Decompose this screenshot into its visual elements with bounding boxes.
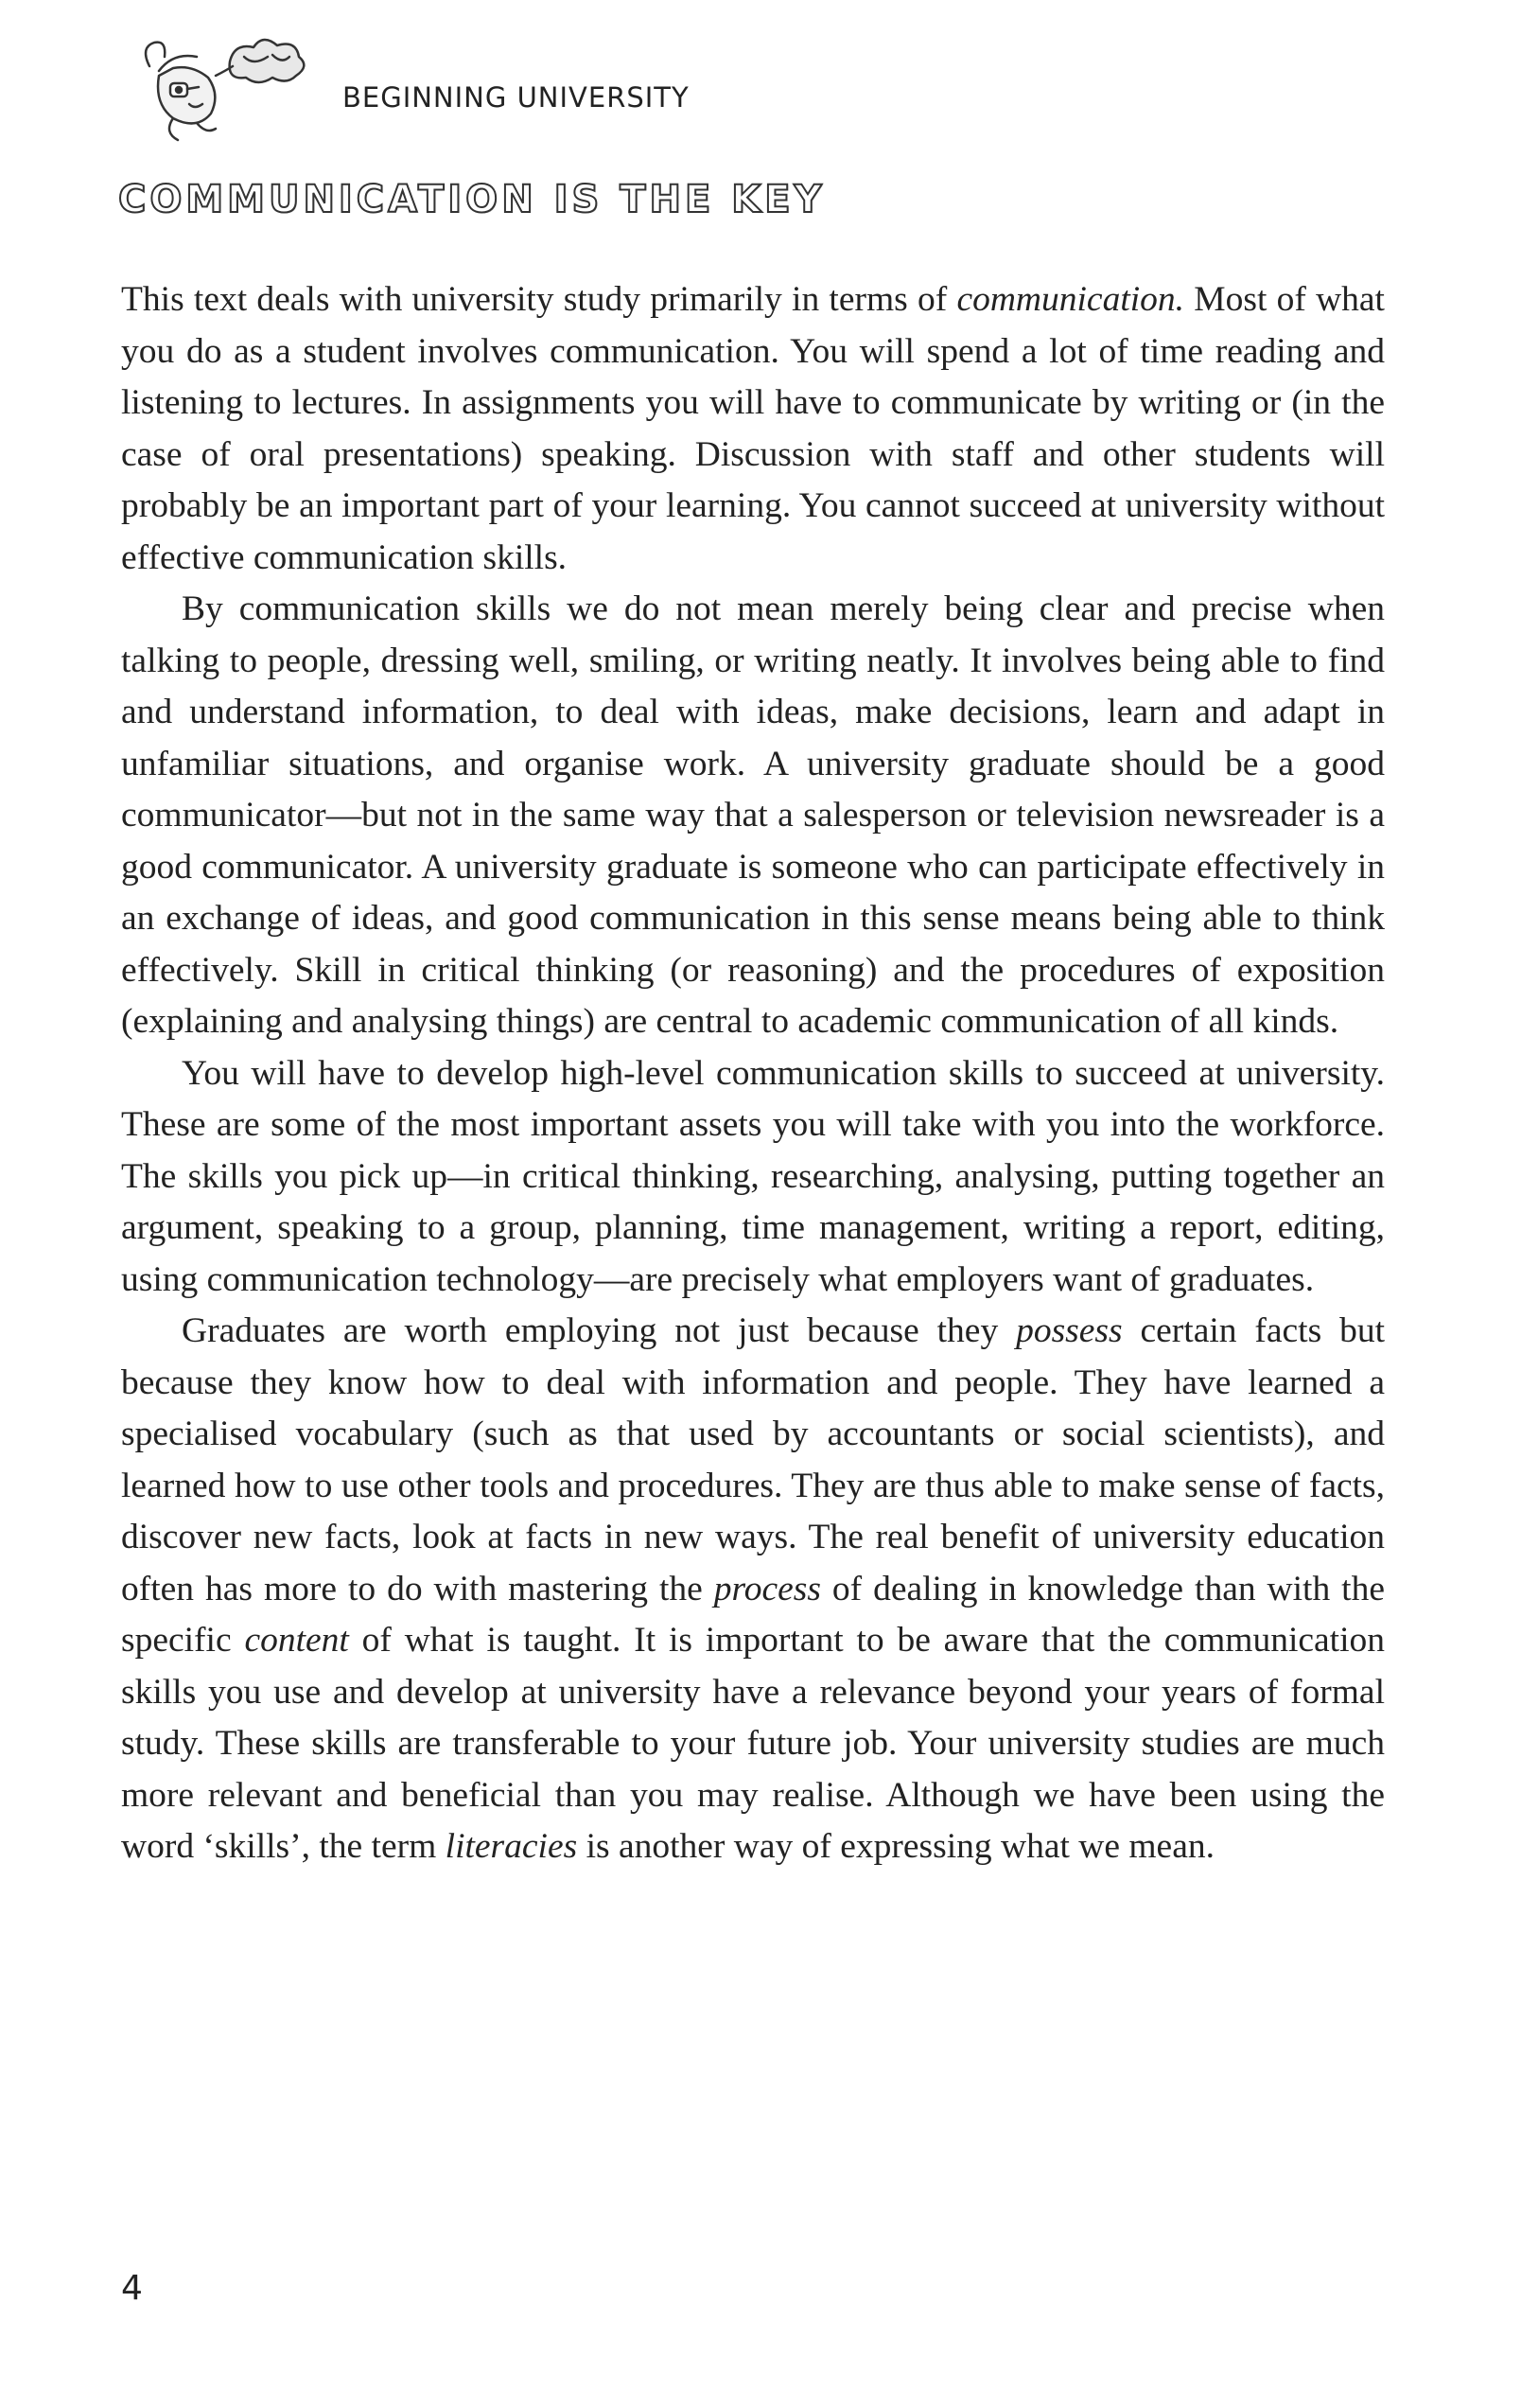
paragraph-1	[121, 274, 1385, 584]
cartoon-student-logo-icon	[121, 28, 320, 142]
text-run: This text deals with university study primarily in terms of	[121, 280, 957, 319]
paragraph-3	[121, 1048, 1385, 1307]
running-header: BEGINNING UNIVERSITY	[342, 81, 690, 114]
text-run: certain facts but because they know how to deal with information and people. They have learned a specialised vocabulary (such as that used by accountants or social scientists), and learned how to use other tools and procedures. They are thus able to make sense of facts, discover new facts, look at facts in new ways. The real benefit of university education often has more to do with mastering the	[121, 1311, 1385, 1608]
page-number: 4	[121, 2269, 143, 2308]
section-title: COMMUNICATION IS THE KEY	[118, 178, 826, 221]
emphasized-text: communication.	[956, 280, 1185, 319]
text-run: of dealing in knowledge than with the specific	[121, 1569, 1385, 1660]
body-text	[121, 274, 1385, 1873]
emphasized-text: literacies	[445, 1827, 578, 1866]
text-run: is another way of expressing what we mean.	[577, 1827, 1215, 1866]
paragraph-2	[121, 584, 1385, 1048]
text-run: By communication skills we do not mean merely being clear and precise when talking to people, dressing well, smiling, or writing neatly. It involves being able to find and understand information, to deal with ideas, make decisions, learn and adapt in unfamiliar situations, and organise work. A university graduate should be a good communicator—but not in the same way that a salesperson or television newsreader is a good communicator. A university graduate is someone who can participate effectively in an exchange of ideas, and good communication in this sense means being able to think effectively. Skill in critical thinking (or reasoning) and the procedures of exposition (explaining and analysing things) are central to academic communication of all kinds.	[121, 589, 1385, 1041]
text-run: of what is taught. It is important to be aware that the communication skills you use and develop at university have a relevance beyond your years of formal study. These skills are transferable to your future job. Your university studies are much more relevant and beneficial than you may realise. Although we have been using the word ‘skills’, the term	[121, 1621, 1385, 1866]
emphasized-text: process	[713, 1569, 821, 1608]
emphasized-text: possess	[1016, 1311, 1123, 1350]
emphasized-text: content	[244, 1621, 349, 1660]
text-run: Most of what you do as a student involves communication. You will spend a lot of time reading and listening to lectures. In assignments you will have to communicate by writing or (in the case of oral presentations) speaking. Discussion with staff and other students will probably be an important part of your learning. You cannot succeed at university without effective communication skills.	[121, 280, 1385, 577]
text-run: Graduates are worth employing not just because they	[182, 1311, 1017, 1350]
text-run: You will have to develop high-level communication skills to succeed at university. These are some of the most important assets you will take with you into the workforce. The skills you pick up—in critical thinking, researching, analysing, putting together an argument, speaking to a group, planning, time management, writing a report, editing, using communication technology—are precisely what employers want of graduates.	[121, 1053, 1385, 1299]
paragraph-4	[121, 1306, 1385, 1873]
